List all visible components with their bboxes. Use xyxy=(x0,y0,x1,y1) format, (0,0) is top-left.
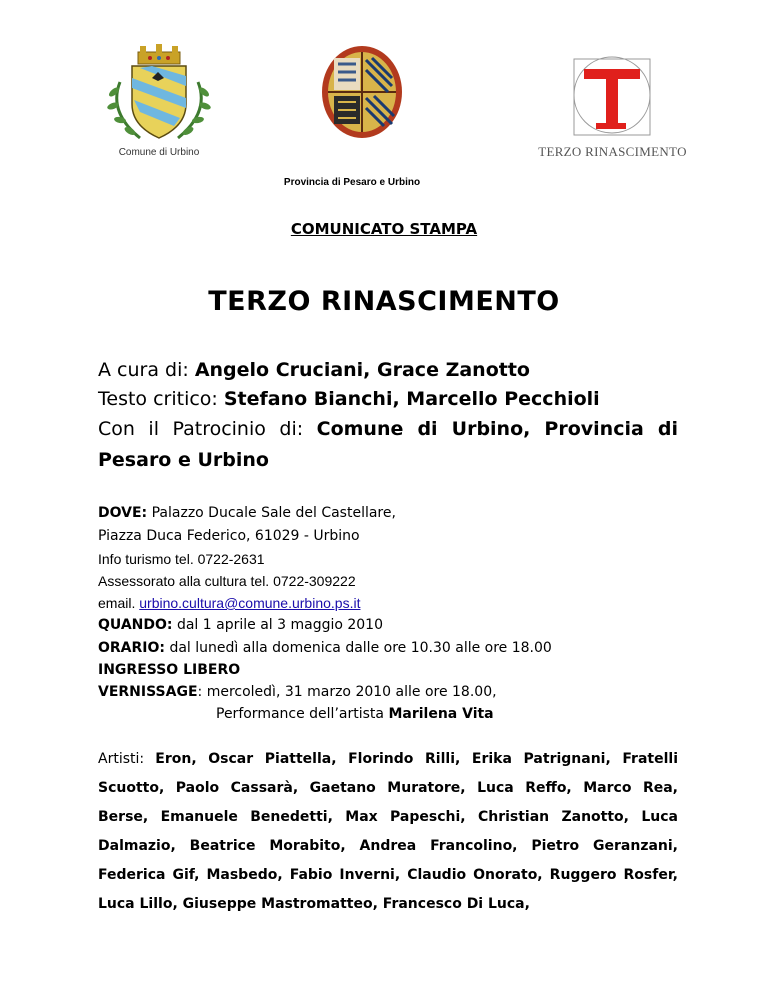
culture-line: Assessorato alla cultura tel. 0722-309222 xyxy=(98,573,356,589)
critic-label: Testo critico: xyxy=(98,388,218,410)
provincia-logo xyxy=(320,42,404,142)
vernissage-line xyxy=(98,682,698,703)
comune-urbino-logo xyxy=(100,42,218,146)
comune-logo-caption: Comune di Urbino xyxy=(118,147,200,158)
curated-label: A cura di: xyxy=(98,359,189,381)
terzo-rinascimento-logo xyxy=(562,55,662,141)
hours-label: ORARIO: xyxy=(98,640,166,656)
email-line xyxy=(98,593,698,614)
vernissage-value: : mercoledì, 31 marzo 2010 alle ore 18.00, xyxy=(197,684,497,700)
artists-names: Eron, Oscar Piattella, Florindo Rilli, Erika Patrignani, Fratelli Scuotto, Paolo Cassarà, Gaetano Muratore, Luca Reffo, Marco Rea, Berse, Emanuele Benedetti, Max Papeschi, Christian Zanotto, Luca Dalmazio, Beatrice Morabito, Andrea Francolino, Pietro Geranzani, Federica Gif, Masbedo, Fabio Inverni, Claudio Onorato, Ruggero Rosfer, Luca Lillo, Giuseppe Mastromatteo, Francesco Di Luca, xyxy=(98,751,678,912)
patronage-value: Comune di Urbino, Provincia di Pesaro e Urbino xyxy=(98,418,678,471)
email-link[interactable]: urbino.cultura@comune.urbino.ps.it xyxy=(139,595,361,611)
curated-value: Angelo Cruciani, Grace Zanotto xyxy=(194,359,530,381)
vernissage-label: VERNISSAGE xyxy=(98,684,198,700)
when-value: dal 1 aprile al 3 maggio 2010 xyxy=(176,617,383,633)
hours-value: dal lunedì alla domenica dalle ore 10.30 alle ore 18.00 xyxy=(169,640,552,656)
provincia-seal-icon xyxy=(320,42,404,142)
artists-label: Artisti: xyxy=(98,751,145,767)
performance-line xyxy=(216,704,696,725)
where-line xyxy=(98,503,698,524)
page-title: TERZO RINASCIMENTO xyxy=(208,286,560,317)
critic-line xyxy=(98,385,678,413)
provincia-caption: Provincia di Pesaro e Urbino xyxy=(283,177,421,188)
coat-of-arms-icon xyxy=(100,42,218,146)
when-line xyxy=(98,615,698,636)
free-entry: INGRESSO LIBERO xyxy=(98,662,241,678)
when-label: QUANDO: xyxy=(98,617,173,633)
terzo-logo-caption: TERZO RINASCIMENTO xyxy=(538,144,687,159)
curated-by-line xyxy=(98,356,678,384)
patronage-label: Con il Patrocinio di: xyxy=(98,418,304,440)
patronage-line xyxy=(98,414,678,476)
tourism-line: Info turismo tel. 0722-2631 xyxy=(98,551,265,567)
artists-paragraph xyxy=(98,745,678,919)
hours-line xyxy=(98,638,698,659)
terzo-rinascimento-logo-icon xyxy=(562,55,662,141)
press-release-heading: COMUNICATO STAMPA xyxy=(290,220,478,238)
performance-artist: Marilena Vita xyxy=(388,706,494,722)
address-line: Piazza Duca Federico, 61029 - Urbino xyxy=(98,528,360,544)
performance-text: Performance dell’artista xyxy=(216,706,384,722)
where-value: Palazzo Ducale Sale del Castellare, xyxy=(151,505,396,521)
critic-value: Stefano Bianchi, Marcello Pecchioli xyxy=(223,388,600,410)
where-label: DOVE: xyxy=(98,505,148,521)
email-label: email. xyxy=(98,595,136,611)
